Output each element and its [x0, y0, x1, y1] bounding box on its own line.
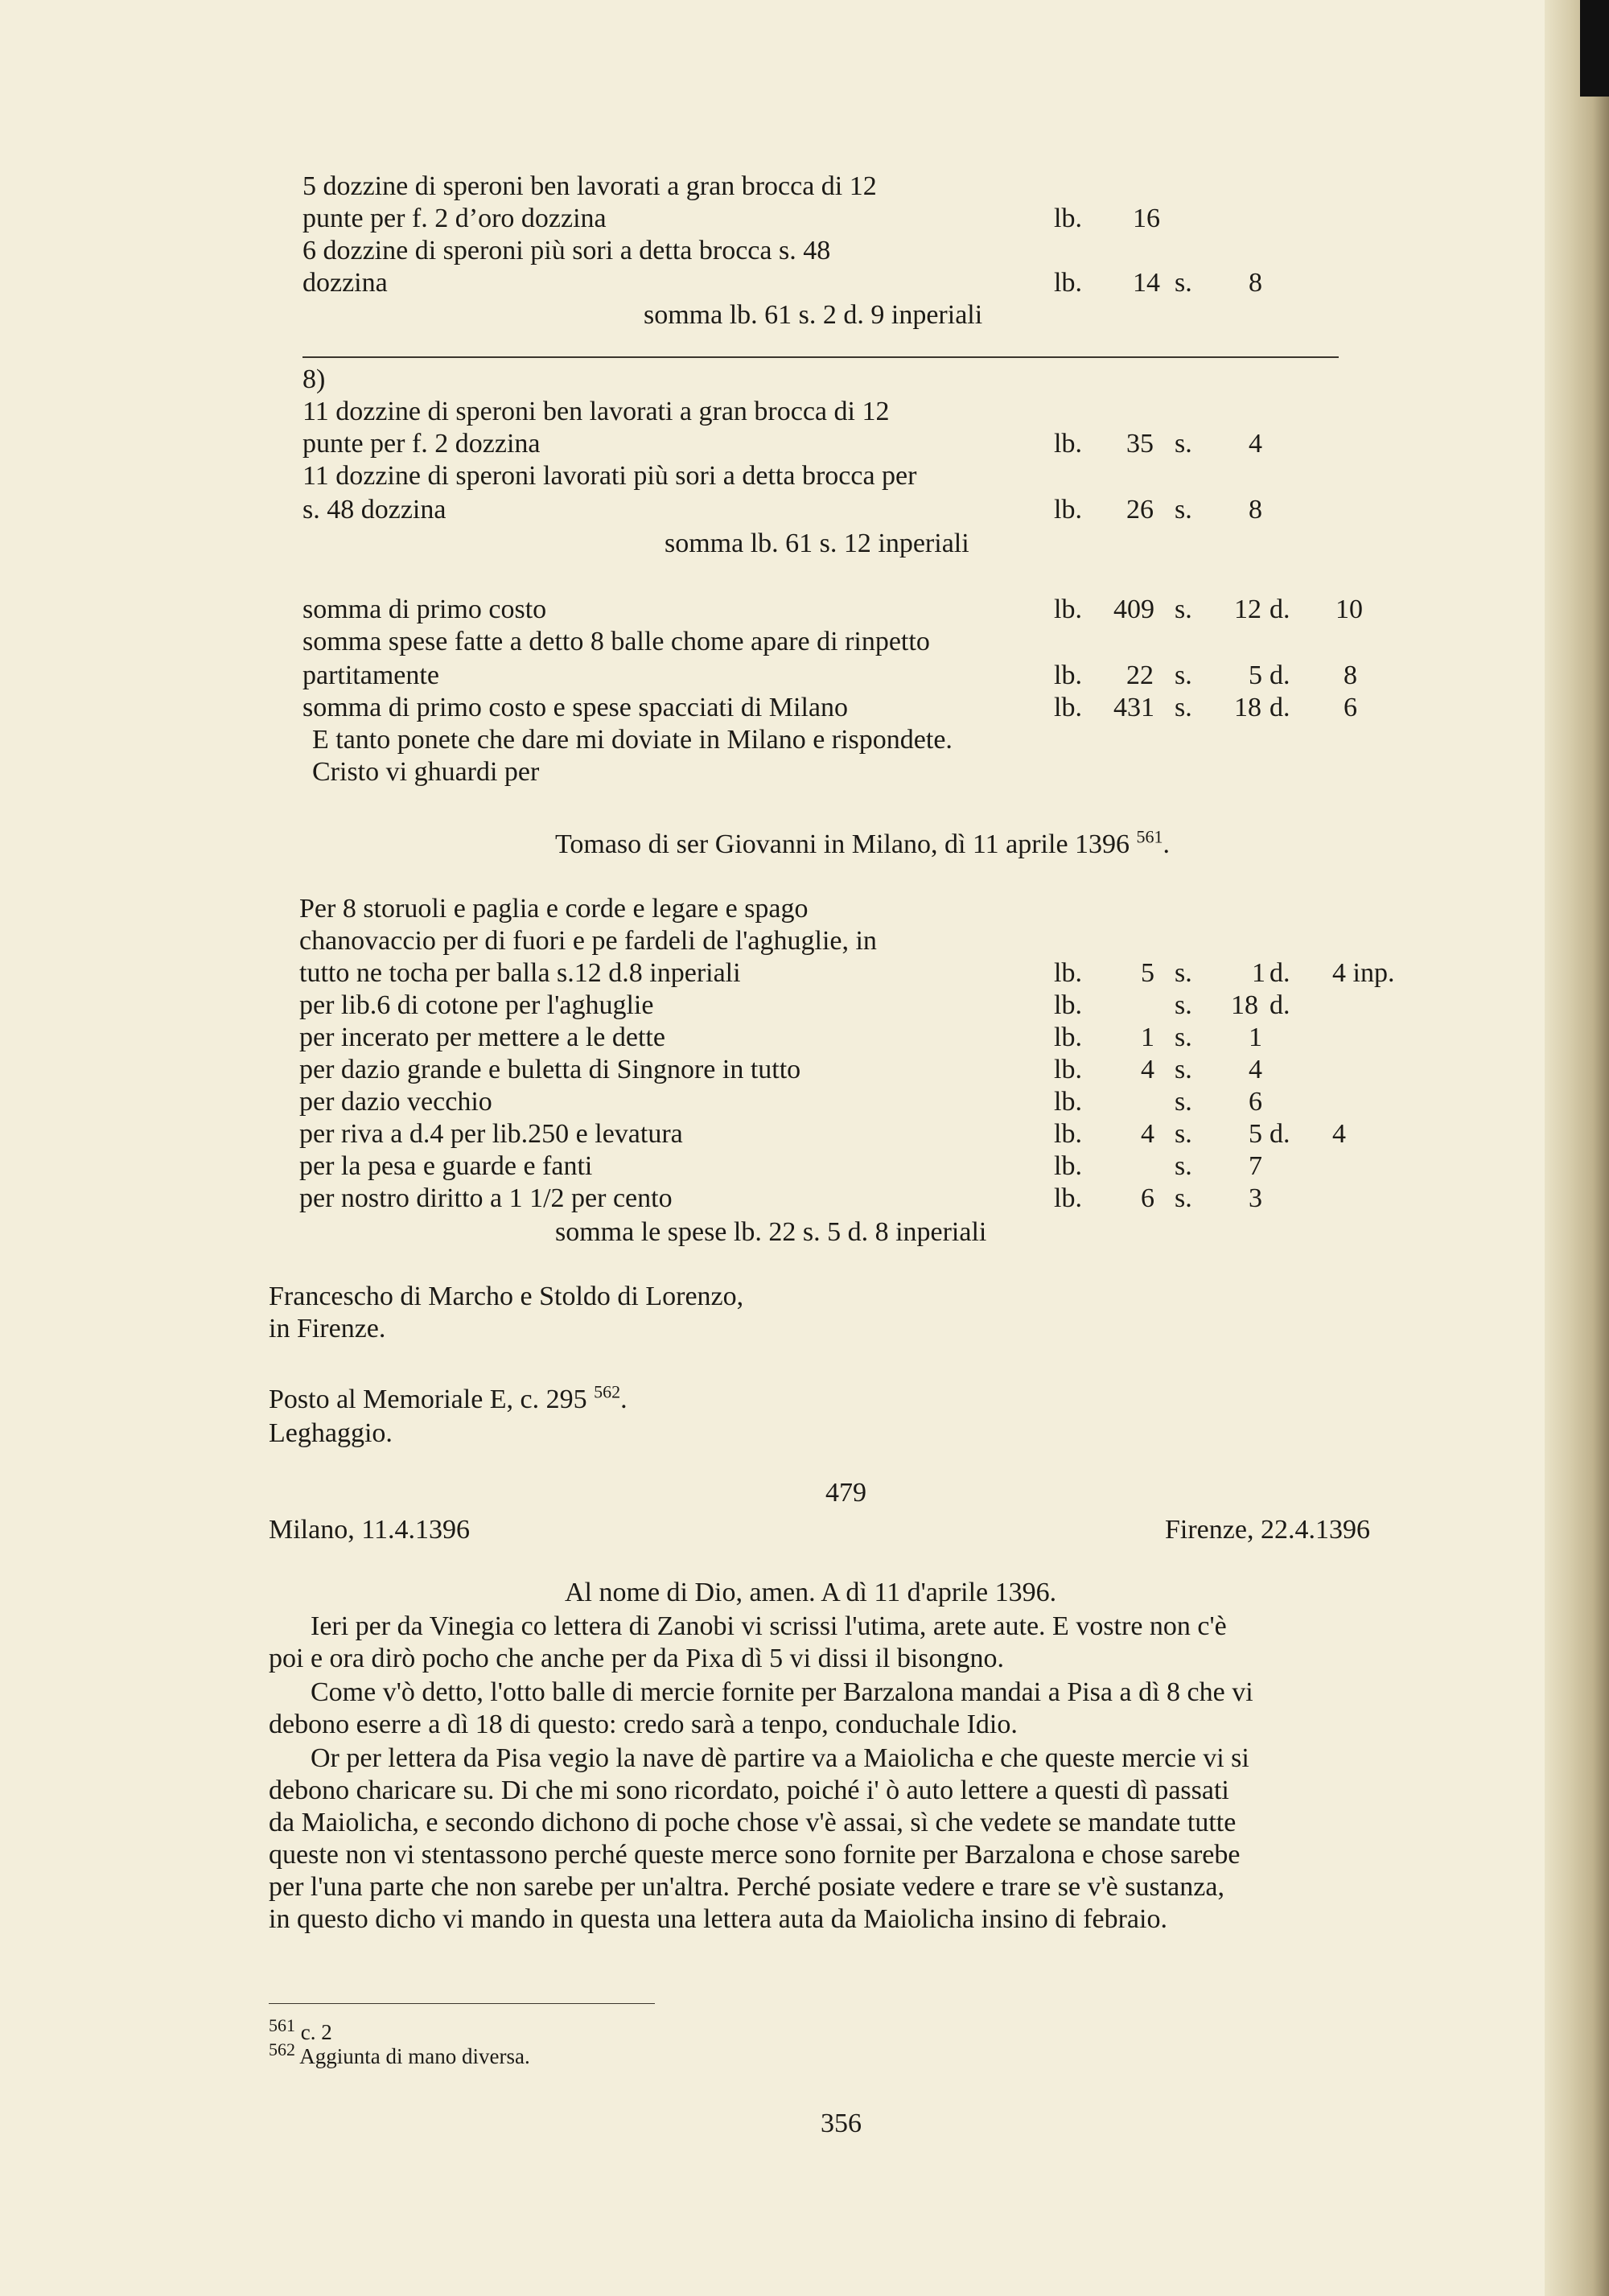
summary-s-3: s. — [1175, 660, 1192, 690]
footnote-rule — [269, 2003, 655, 2004]
expense-v1: 5 — [1141, 958, 1154, 988]
memoriale-note: Posto al Memoriale E, c. 295 $^{562}$. — [269, 1381, 628, 1414]
expense-v2: 7 — [1249, 1151, 1262, 1181]
letter-paragraph-line: debono eserre a dì 18 di questo: credo sarà a tenpo, conduchale Idio. — [269, 1710, 1018, 1739]
expense-v2: 5 — [1249, 1119, 1262, 1149]
s7-lb-2: lb. — [1054, 268, 1082, 298]
s8-lb-1: lb. — [1054, 429, 1082, 459]
expense-s: s. — [1175, 990, 1192, 1020]
s7-v1-2: 14 — [1133, 268, 1160, 298]
summary-label-1: somma di primo costo — [302, 595, 547, 624]
expense-lb: lb. — [1054, 958, 1082, 988]
s8-s-1: s. — [1175, 429, 1192, 459]
expense-v2: 4 — [1249, 1055, 1262, 1084]
s8-v2-2: 8 — [1249, 495, 1262, 525]
summary-lb-4: lb. — [1054, 693, 1082, 722]
summary-v3-3: 8 — [1344, 660, 1357, 690]
expenses-intro-1: Per 8 storuoli e paglia e corde e legare e spago — [299, 894, 809, 924]
letter-paragraph-line: Come v'ò detto, l'otto balle di mercie fornite per Barzalona mandai a Pisa a dì 8 che vi — [311, 1677, 1253, 1707]
closing-line-2: Cristo vi ghuardi per — [312, 757, 540, 787]
signature: Tomaso di ser Giovanni in Milano, dì 11 aprile 1396 $^{561}$. — [555, 826, 1171, 859]
letter-origin: Milano, 11.4.1396 — [269, 1515, 470, 1545]
summary-v1-1: 409 — [1113, 595, 1154, 624]
s7-line-2: punte per f. 2 d’oro dozzina — [302, 204, 607, 233]
summary-v3-1: 10 — [1335, 595, 1363, 624]
s8-s-2: s. — [1175, 495, 1192, 525]
s7-line-3: 6 dozzine di speroni più sori a detta brocca s. 48 — [302, 236, 831, 265]
expense-d: d. — [1270, 1119, 1290, 1149]
leghaggio: Leghaggio. — [269, 1418, 393, 1448]
footnote-ref-561: 561 — [1136, 826, 1163, 847]
book-edge — [1580, 0, 1609, 97]
letter-heading: Al nome di Dio, amen. A dì 11 d'aprile 1396. — [565, 1578, 1057, 1607]
s8-v1-1: 35 — [1126, 429, 1154, 459]
s7-v1-1: 16 — [1133, 204, 1160, 233]
s7-line-1: 5 dozzine di speroni ben lavorati a gran brocca di 12 — [302, 171, 877, 201]
expense-s: s. — [1175, 1151, 1192, 1181]
expense-row-label: per lib.6 di cotone per l'aghuglie — [299, 990, 654, 1020]
footnote-562: $^{562}$ Aggiunta di mano diversa. — [269, 2039, 530, 2068]
letter-paragraph-line: Ieri per da Vinegia co lettera di Zanobi vi scrissi l'utima, arete aute. E vostre non c'è — [311, 1611, 1227, 1641]
expense-row-label: per la pesa e guarde e fanti — [299, 1151, 593, 1181]
expense-v1: 4 — [1141, 1055, 1154, 1084]
summary-label-4: somma di primo costo e spese spacciati di Milano — [302, 693, 848, 722]
expense-lb: lb. — [1054, 1087, 1082, 1117]
expense-v2: 1 — [1252, 958, 1265, 988]
letter-paragraph-line: queste non vi stentassono perché queste merce sono fornite per Barzalona e chose sarebe — [269, 1840, 1241, 1870]
expense-v3: 4 inp. — [1332, 958, 1395, 988]
letter-number: 479 — [825, 1478, 866, 1508]
expenses-intro-2: chanovaccio per di fuori e pe fardeli de l'aghuglie, in — [299, 926, 877, 956]
expense-s: s. — [1175, 1087, 1192, 1117]
expense-s: s. — [1175, 1183, 1192, 1213]
expense-v3: 4 — [1332, 1119, 1346, 1149]
expense-row-label: per nostro diritto a 1 1/2 per cento — [299, 1183, 673, 1213]
expense-lb: lb. — [1054, 1119, 1082, 1149]
expense-v2: 18 — [1231, 990, 1258, 1020]
expense-v2: 6 — [1249, 1087, 1262, 1117]
expense-lb: lb. — [1054, 1023, 1082, 1052]
expense-lb: lb. — [1054, 1055, 1082, 1084]
expense-v1: 4 — [1141, 1119, 1154, 1149]
footnote-561: $^{561}$ c. 2 — [269, 2015, 332, 2044]
summary-s-1: s. — [1175, 595, 1192, 624]
s7-s-2: s. — [1175, 268, 1192, 298]
summary-s-4: s. — [1175, 693, 1192, 722]
summary-lb-1: lb. — [1054, 595, 1082, 624]
summary-v1-4: 431 — [1113, 693, 1154, 722]
expense-s: s. — [1175, 1023, 1192, 1052]
expense-row-label: per dazio vecchio — [299, 1087, 492, 1117]
s7-lb-1: lb. — [1054, 204, 1082, 233]
footnote-ref-562: 562 — [594, 1381, 621, 1402]
expense-d: d. — [1270, 990, 1290, 1020]
expense-s: s. — [1175, 958, 1192, 988]
s8-line-4: s. 48 dozzina — [302, 495, 446, 525]
summary-v2-4: 18 — [1234, 693, 1261, 722]
letter-paragraph-line: debono charicare su. Di che mi sono ricordato, poiché i' ò auto lettere a questi dì passati — [269, 1775, 1229, 1805]
s8-line-3: 11 dozzine di speroni lavorati più sori a detta brocca per — [302, 461, 917, 491]
address-line-1: Francescho di Marcho e Stoldo di Lorenzo, — [269, 1282, 744, 1311]
expense-s: s. — [1175, 1119, 1192, 1149]
page-number: 356 — [821, 2109, 862, 2138]
s8-v2-1: 4 — [1249, 429, 1262, 459]
expense-v1: 6 — [1141, 1183, 1154, 1213]
address-line-2: in Firenze. — [269, 1314, 386, 1343]
section-divider — [302, 356, 1339, 358]
expense-row-label: per riva a d.4 per lib.250 e levatura — [299, 1119, 683, 1149]
letter-paragraph-line: poi e ora dirò pocho che anche per da Pixa dì 5 vi dissi il bisongno. — [269, 1644, 1005, 1673]
s7-total: somma lb. 61 s. 2 d. 9 inperiali — [644, 300, 983, 330]
expense-row-label: per incerato per mettere a le dette — [299, 1023, 665, 1052]
s8-lb-2: lb. — [1054, 495, 1082, 525]
expense-lb: lb. — [1054, 1183, 1082, 1213]
summary-d-4: d. — [1270, 693, 1290, 722]
expense-d: d. — [1270, 958, 1290, 988]
s7-line-4: dozzina — [302, 268, 388, 298]
s8-v1-2: 26 — [1126, 495, 1154, 525]
summary-label-3: partitamente — [302, 660, 439, 690]
s8-number: 8) — [302, 364, 326, 394]
summary-v3-4: 6 — [1344, 693, 1357, 722]
letter-paragraph-line: per l'una parte che non sarebe per un'altra. Perché posiate vedere e trare se v'è sustanza, — [269, 1872, 1224, 1902]
summary-v1-3: 22 — [1126, 660, 1154, 690]
letter-paragraph-line: in questo dicho vi mando in questa una lettera auta da Maiolicha insino di febraio. — [269, 1904, 1167, 1934]
summary-v2-3: 5 — [1249, 660, 1262, 690]
s8-total: somma lb. 61 s. 12 inperiali — [665, 529, 969, 558]
book-spine-shadow — [1545, 0, 1609, 2296]
expense-row-label: tutto ne tocha per balla s.12 d.8 inperiali — [299, 958, 741, 988]
letter-destination: Firenze, 22.4.1396 — [1165, 1515, 1370, 1545]
closing-line-1: E tanto ponete che dare mi doviate in Milano e rispondete. — [312, 725, 953, 755]
summary-lb-3: lb. — [1054, 660, 1082, 690]
expense-v1: 1 — [1141, 1023, 1154, 1052]
letter-paragraph-line: Or per lettera da Pisa vegio la nave dè partire va a Maiolicha e che queste mercie vi si — [311, 1743, 1249, 1773]
expense-v2: 3 — [1249, 1183, 1262, 1213]
s8-line-1: 11 dozzine di speroni ben lavorati a gran brocca di 12 — [302, 397, 890, 426]
expense-row-label: per dazio grande e buletta di Singnore in tutto — [299, 1055, 801, 1084]
expense-lb: lb. — [1054, 1151, 1082, 1181]
expense-s: s. — [1175, 1055, 1192, 1084]
summary-d-3: d. — [1270, 660, 1290, 690]
expense-lb: lb. — [1054, 990, 1082, 1020]
expense-v2: 1 — [1249, 1023, 1262, 1052]
letter-paragraph-line: da Maiolicha, e secondo dichono di poche chose v'è assai, sì che vedete se mandate tutte — [269, 1808, 1237, 1837]
summary-v2-1: 12 — [1234, 595, 1261, 624]
s7-v2-2: 8 — [1249, 268, 1262, 298]
expenses-total: somma le spese lb. 22 s. 5 d. 8 inperiali — [555, 1217, 987, 1247]
summary-label-2: somma spese fatte a detto 8 balle chome apare di rinpetto — [302, 627, 930, 656]
s8-line-2: punte per f. 2 dozzina — [302, 429, 541, 459]
summary-d-1: d. — [1270, 595, 1290, 624]
